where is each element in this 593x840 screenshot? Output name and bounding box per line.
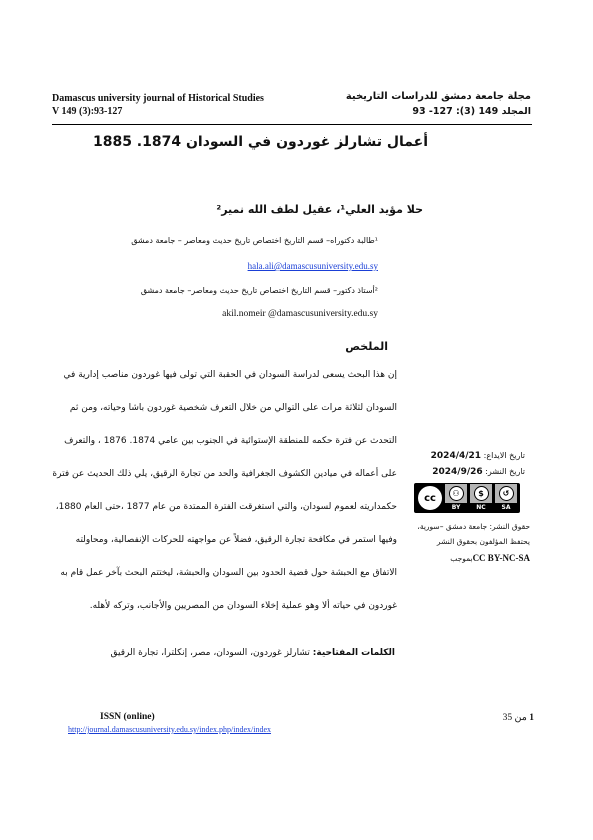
sharealike-arrow-icon: ↺ [499,486,514,501]
abstract-line: السودان لثلاثة مرات على التوالي من خلال التعرف شخصية غوردون باشا وحياته، ومن ثم [69,403,397,413]
published-value: 2024/9/26 [432,467,483,477]
journal-title-english: Damascus university journal of Historical Studies [52,93,264,104]
abstract-line: الاتفاق مع الحبشة حول قضية الحدود بين السودان والحبشة، ليختتم البحث بآخر عمل قام به [60,568,397,578]
rights-line-3 [450,553,530,563]
volume-info-arabic: المجلد 149 (3): 127- 93 [412,106,531,117]
article-title: أعمال تشارلز غوردون في السودان 1874. 1885 [92,134,428,150]
author-email-link-1[interactable]: hala.ali@damascusuniversity.edu.sy [247,261,378,271]
cc-by-cell [445,484,467,512]
keywords-label: الكلمات المفتاحية: [312,648,395,658]
page-number [503,712,534,723]
abstract-line: التحدث عن فترة حكمه للمنطقة الإستوائية في الجنوب بين عامي 1874. 1876 ، والتعرف [64,436,397,446]
abstract-line: إن هذا البحث يسعى لدراسة السودان في الحقبة التي تولى فيها غوردون مناصب إدارية في [63,370,397,380]
received-date [431,451,525,461]
footer-issn: ISSN (online) [100,712,155,722]
license-name: CC BY-NC-SA [472,553,530,563]
received-value: 2024/4/21 [430,451,482,461]
noncommercial-dollar-icon: $ [474,486,489,501]
abstract-line: على أعماله في ميادين الكشوف الجغرافية والحد من تجارة الرقيق، يلي ذلك الحديث عن فترة [52,469,397,479]
header-divider [52,124,532,125]
cc-code-nc: NC [470,503,492,512]
cc-sa-cell [495,484,517,512]
cc-code-by: BY [445,503,467,512]
author-affiliation-1: ¹طالبة دكتوراه– قسم التاريخ اختصاص تاريخ حديث ومعاصر – جامعة دمشق [131,236,378,245]
journal-title-arabic: مجلة جامعة دمشق للدراسات التاريخية [345,91,531,102]
received-label: تاريخ الايداع: [483,451,525,460]
cc-logo-icon: cc [418,486,442,510]
volume-info-english: V 149 (3):93-127 [52,106,123,117]
keywords-text: تشارلز غوردون، السودان، مصر، إنكلترا، تجارة الرقيق [110,648,310,658]
cc-code-sa: SA [495,503,517,512]
attribution-person-icon: ⚇ [449,486,464,501]
abstract-line: وفيها استمر في مكافحة تجارة الرقيق، فضلاً عن مواجهته للحركات الإنفصالية، ومحاولته [75,535,397,545]
rights-line-2: يحتفظ المؤلفون بحقوق النشر [436,537,530,546]
rights-line-1: حقوق النشر: جامعة دمشق –سورية، [417,522,530,531]
rights-prefix: بموجب [450,554,473,563]
author-affiliation-2: ²أستاذ دكتور– قسم التاريخ اختصاص تاريخ حديث ومعاصر– جامعة دمشق [140,286,378,295]
published-date [432,467,525,477]
author-list: حلا مؤيد العلي¹، عقيل لطف الله نمير² [216,203,423,216]
author-email-2: akil.nomeir @damascusuniversity.edu.sy [222,309,378,319]
published-label: تاريخ النشر: [485,467,525,476]
cc-nc-cell [470,484,492,512]
keywords [111,648,396,658]
abstract-line: حكمداريته لعموم لسودان، والتي استغرقت الفترة الممتدة من عام 1877 ،حتى العام 1880، [55,502,397,512]
journal-url-link[interactable]: http://journal.damascusuniversity.edu.sy/index.php/index/index [68,725,272,734]
abstract-heading: الملخص [345,340,388,353]
cc-license-badge[interactable] [414,483,520,513]
page-total: من 35 [502,713,527,723]
page-number-value: 1 [529,713,534,723]
abstract-line: غوردون في حياته ألا وهو عملية إخلاء السودان من المصريين والأجانب، وتركه لأهله. [89,601,397,611]
